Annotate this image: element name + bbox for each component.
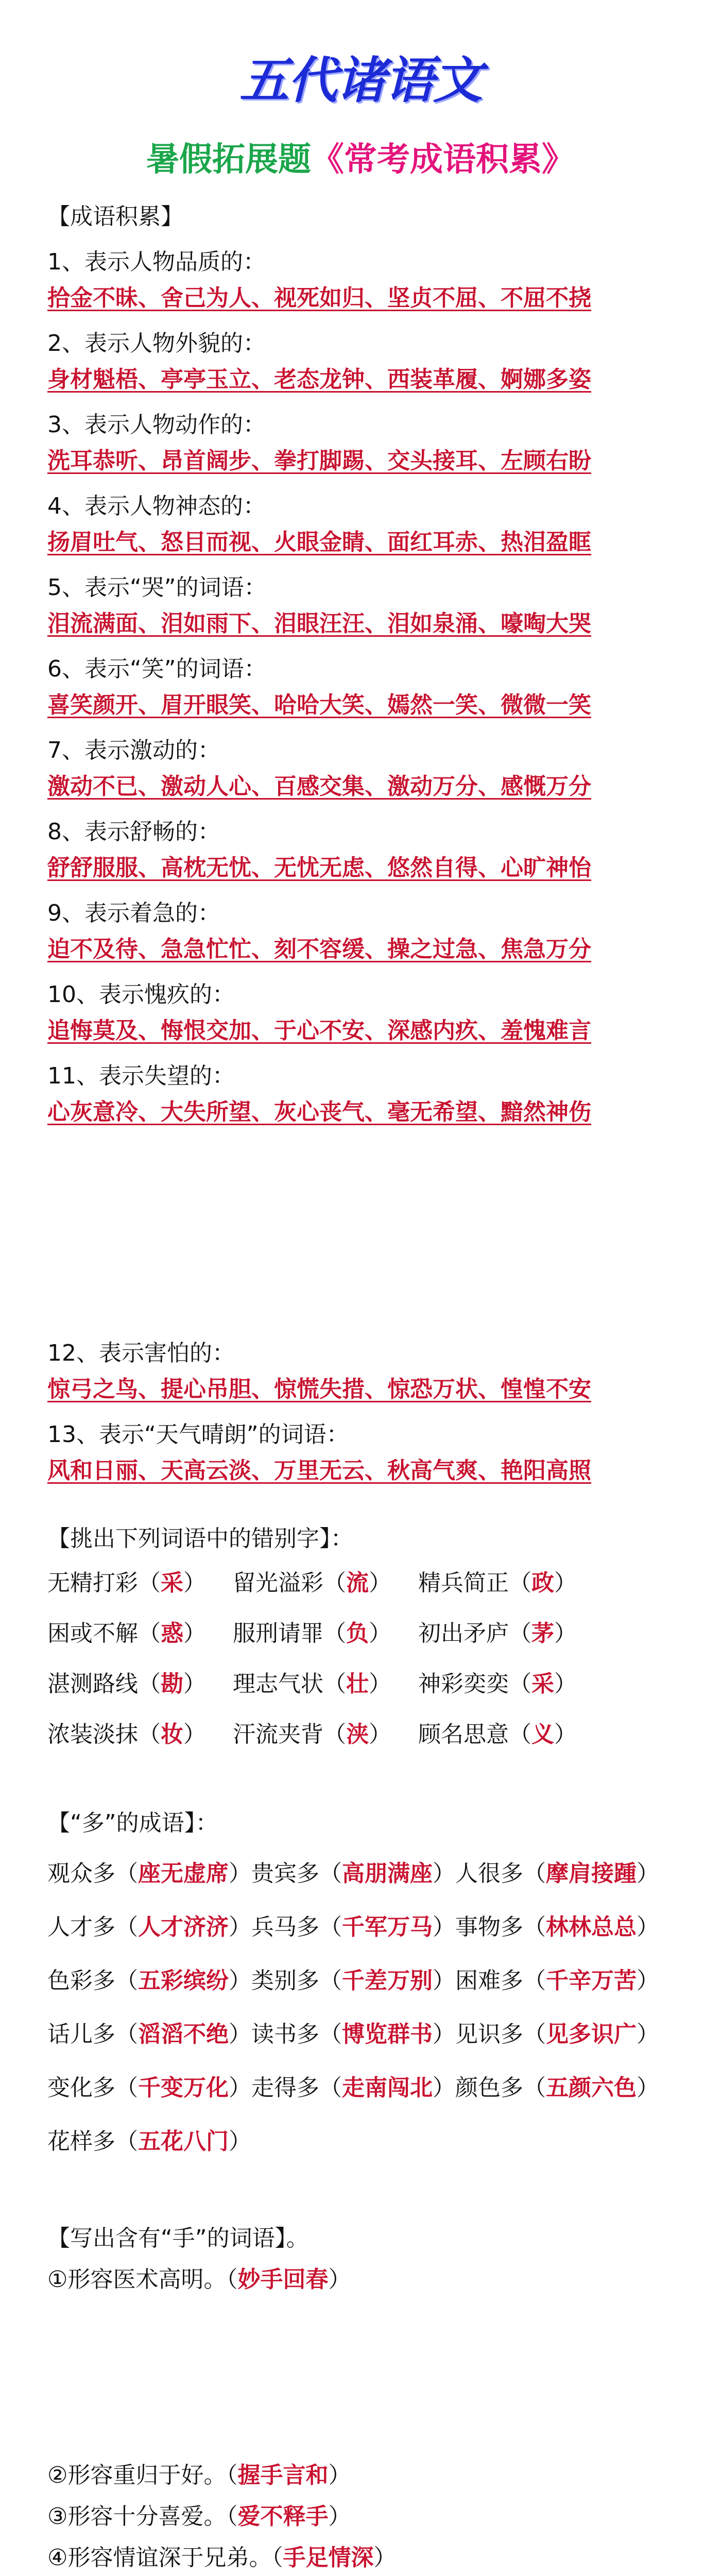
category-question: 13、表示“天气晴朗”的词语： bbox=[47, 1421, 349, 1448]
typo-word: 神彩奕奕 bbox=[418, 1671, 509, 1697]
duo-text: ）困难多（ bbox=[433, 1968, 546, 1994]
typo-word: 汗流夹背 bbox=[233, 1721, 323, 1748]
paren-close: ） bbox=[554, 1721, 577, 1748]
duo-answer: 五彩缤纷 bbox=[138, 1968, 229, 1994]
typo-answer: 采 bbox=[531, 1671, 554, 1697]
paren-open: （ bbox=[509, 1570, 531, 1596]
duo-line bbox=[47, 1855, 681, 1893]
hand-list-2 bbox=[47, 2460, 681, 2574]
typo-heading: 【挑出下列词语中的错别字】： bbox=[47, 1526, 353, 1552]
typo-word: 无精打彩 bbox=[47, 1570, 138, 1596]
duo-answer: 摩肩接踵 bbox=[546, 1860, 637, 1887]
duo-text: ）人很多（ bbox=[433, 1860, 546, 1887]
category-list-2 bbox=[47, 1337, 681, 1487]
duo-text: ）读书多（ bbox=[229, 2021, 342, 2047]
typo-cell bbox=[47, 1719, 233, 1751]
category-answer: 追悔莫及、悔恨交加、于心不安、深感内疚、羞愧难言 bbox=[47, 1018, 591, 1044]
duo-answer: 高朋满座 bbox=[342, 1860, 433, 1887]
duo-answer: 千差万别 bbox=[342, 1968, 433, 1994]
paren-close: ） bbox=[369, 1620, 391, 1647]
duo-answer: 人才济济 bbox=[138, 1914, 229, 1940]
category-answer: 扬眉吐气、怒目而视、火眼金睛、面红耳赤、热泪盈眶 bbox=[47, 529, 591, 555]
category-question: 4、表示人物神态的： bbox=[47, 493, 266, 519]
typo-cell bbox=[233, 1668, 418, 1700]
paren-close: ） bbox=[183, 1721, 206, 1748]
paren-close: ） bbox=[369, 1671, 391, 1697]
duo-text: ）事物多（ bbox=[433, 1914, 546, 1940]
hand-text: ①形容医术高明。（ bbox=[47, 2266, 238, 2293]
duo-answer: 滔滔不绝 bbox=[138, 2021, 229, 2047]
typo-cell bbox=[418, 1567, 604, 1599]
duo-answer: 博览群书 bbox=[342, 2021, 433, 2047]
category-answer: 激动不已、激动人心、百感交集、激动万分、感慨万分 bbox=[47, 773, 591, 800]
paren-open: （ bbox=[138, 1620, 161, 1647]
category-answer: 身材魁梧、亭亭玉立、老态龙钟、西装革履、婀娜多姿 bbox=[47, 366, 591, 393]
typo-cell bbox=[47, 1668, 233, 1700]
typo-answer: 采 bbox=[161, 1570, 183, 1596]
paren-close: ） bbox=[183, 1570, 206, 1596]
title-highlight: 《常考成语积累》 bbox=[311, 141, 575, 179]
category-question: 8、表示舒畅的： bbox=[47, 819, 220, 845]
duo-text: ） bbox=[637, 1914, 659, 1940]
category-answer: 风和日丽、天高云淡、万里无云、秋高气爽、艳阳高照 bbox=[47, 1458, 591, 1484]
typo-answer: 负 bbox=[346, 1620, 369, 1647]
spacer bbox=[47, 2305, 681, 2460]
duo-text: ） bbox=[637, 1860, 659, 1887]
typo-cell bbox=[233, 1719, 418, 1751]
duo-answer: 千军万马 bbox=[342, 1914, 433, 1940]
duo-heading: 【“多”的成语】： bbox=[47, 1810, 218, 1836]
hand-text-end: ） bbox=[328, 2266, 351, 2293]
paren-open: （ bbox=[323, 1570, 346, 1596]
category-question: 1、表示人物品质的： bbox=[47, 249, 266, 275]
typo-answer: 茅 bbox=[531, 1620, 554, 1647]
paren-close: ） bbox=[554, 1671, 577, 1697]
hand-text-end: ） bbox=[328, 2503, 351, 2530]
hand-text: ③形容十分喜爱。（ bbox=[47, 2503, 238, 2530]
typo-cell bbox=[418, 1668, 604, 1700]
category-answer: 迫不及待、急急忙忙、刻不容缓、操之过急、焦急万分 bbox=[47, 936, 591, 962]
paren-open: （ bbox=[323, 1671, 346, 1697]
hand-list-1 bbox=[47, 2264, 681, 2296]
duo-text: 话儿多（ bbox=[47, 2021, 138, 2047]
hand-answer: 爱不释手 bbox=[237, 2503, 329, 2530]
section-heading: 【成语积累】 bbox=[47, 204, 183, 230]
content bbox=[47, 201, 681, 2576]
paren-close: ） bbox=[183, 1671, 206, 1697]
duo-text: 观众多（ bbox=[47, 1860, 138, 1887]
category-question: 9、表示着急的： bbox=[47, 900, 220, 926]
category-answer: 惊弓之鸟、提心吊胆、惊慌失措、惊恐万状、惶惶不安 bbox=[47, 1376, 591, 1402]
category-question: 7、表示激动的： bbox=[47, 737, 220, 764]
hand-line bbox=[47, 2460, 681, 2492]
typo-cell bbox=[418, 1719, 604, 1751]
paren-open: （ bbox=[138, 1570, 161, 1596]
category-question: 5、表示“哭”的词语： bbox=[47, 574, 267, 601]
hand-answer: 手足情深 bbox=[283, 2545, 374, 2571]
category-answer: 心灰意冷、大失所望、灰心丧气、毫无希望、黯然神伤 bbox=[47, 1099, 591, 1125]
category-list bbox=[47, 246, 681, 1128]
duo-answer: 五颜六色 bbox=[546, 2075, 637, 2101]
typo-word: 湛测路线 bbox=[47, 1671, 138, 1697]
typo-word: 服刑请罪 bbox=[233, 1620, 323, 1647]
category-answer: 泪流满面、泪如雨下、泪眼汪汪、泪如泉涌、嚎啕大哭 bbox=[47, 611, 591, 637]
duo-answer: 千变万化 bbox=[138, 2075, 229, 2101]
category-answer: 洗耳恭听、昂首阔步、拳打脚踢、交头接耳、左顾右盼 bbox=[47, 448, 591, 474]
hand-text: ②形容重归于好。（ bbox=[47, 2462, 238, 2488]
category-question: 3、表示人物动作的： bbox=[47, 412, 266, 438]
category-answer: 拾金不昧、舍己为人、视死如归、坚贞不屈、不屈不挠 bbox=[47, 285, 591, 311]
title-prefix: 暑假拓展题 bbox=[146, 141, 311, 179]
category-answer: 舒舒服服、高枕无忧、无忧无虑、悠然自得、心旷神怡 bbox=[47, 855, 591, 881]
hand-line bbox=[47, 2542, 681, 2574]
duo-list bbox=[47, 1855, 681, 2161]
duo-text: 变化多（ bbox=[47, 2075, 138, 2101]
typo-cell bbox=[233, 1567, 418, 1599]
duo-answer: 见多识广 bbox=[546, 2021, 637, 2047]
hand-text: ④形容情谊深于兄弟。（ bbox=[47, 2545, 283, 2571]
category-question: 6、表示“笑”的词语： bbox=[47, 656, 267, 682]
category-question: 12、表示害怕的： bbox=[47, 1340, 235, 1366]
typo-word: 浓装淡抹 bbox=[47, 1721, 138, 1748]
category-question: 10、表示愧疚的： bbox=[47, 981, 235, 1008]
typo-cell bbox=[233, 1618, 418, 1650]
duo-text: ） bbox=[637, 2021, 659, 2047]
typo-answer: 惑 bbox=[161, 1620, 183, 1647]
typo-list bbox=[47, 1567, 681, 1751]
duo-text: ）类别多（ bbox=[229, 1968, 342, 1994]
paren-close: ） bbox=[369, 1570, 391, 1596]
duo-text: 色彩多（ bbox=[47, 1968, 138, 1994]
duo-text: ） bbox=[637, 2075, 659, 2101]
duo-answer: 座无虚席 bbox=[138, 1860, 229, 1887]
page-title bbox=[0, 139, 721, 180]
paren-open: （ bbox=[323, 1721, 346, 1748]
duo-text: ）贵宾多（ bbox=[229, 1860, 342, 1887]
typo-word: 顾名思意 bbox=[418, 1721, 509, 1748]
paren-open: （ bbox=[138, 1671, 161, 1697]
duo-answer: 千辛万苦 bbox=[546, 1968, 637, 1994]
duo-text: ）兵马多（ bbox=[229, 1914, 342, 1940]
hand-text-end: ） bbox=[328, 2462, 351, 2488]
typo-answer: 义 bbox=[531, 1721, 554, 1748]
duo-line bbox=[47, 1962, 681, 2000]
paren-open: （ bbox=[509, 1721, 531, 1748]
duo-line bbox=[47, 1908, 681, 1946]
hand-line bbox=[47, 2264, 681, 2296]
duo-text: 花样多（ bbox=[47, 2128, 138, 2155]
duo-line bbox=[47, 2015, 681, 2054]
duo-answer: 林林总总 bbox=[546, 1914, 637, 1940]
category-question: 2、表示人物外貌的： bbox=[47, 330, 266, 357]
hand-line bbox=[47, 2501, 681, 2533]
hand-heading: 【写出含有“手”的词语】。 bbox=[47, 2225, 309, 2251]
typo-answer: 政 bbox=[531, 1570, 554, 1596]
typo-cell bbox=[47, 1618, 233, 1650]
typo-row bbox=[47, 1567, 681, 1599]
typo-word: 初出矛庐 bbox=[418, 1620, 509, 1647]
paren-open: （ bbox=[509, 1620, 531, 1647]
duo-line bbox=[47, 2069, 681, 2107]
paren-close: ） bbox=[554, 1620, 577, 1647]
hand-text-end: ） bbox=[373, 2545, 397, 2571]
paren-close: ） bbox=[369, 1721, 391, 1748]
duo-answer: 走南闯北 bbox=[342, 2075, 433, 2101]
duo-answer: 五花八门 bbox=[138, 2128, 229, 2155]
paren-close: ） bbox=[554, 1570, 577, 1596]
typo-word: 困或不解 bbox=[47, 1620, 138, 1647]
duo-text: ）颜色多（ bbox=[433, 2075, 546, 2101]
paren-open: （ bbox=[138, 1721, 161, 1748]
spacer bbox=[47, 1128, 681, 1324]
typo-answer: 勘 bbox=[161, 1671, 183, 1697]
typo-word: 理志气状 bbox=[233, 1671, 323, 1697]
typo-answer: 壮 bbox=[346, 1671, 369, 1697]
duo-text: ）走得多（ bbox=[229, 2075, 342, 2101]
typo-answer: 妆 bbox=[161, 1721, 183, 1748]
typo-word: 留光溢彩 bbox=[233, 1570, 323, 1596]
typo-cell bbox=[47, 1567, 233, 1599]
logo: 五代诸语文 bbox=[239, 52, 482, 109]
paren-open: （ bbox=[509, 1671, 531, 1697]
typo-row bbox=[47, 1719, 681, 1751]
typo-word: 精兵简正 bbox=[418, 1570, 509, 1596]
duo-text: 人才多（ bbox=[47, 1914, 138, 1940]
duo-text: ） bbox=[637, 1968, 659, 1994]
typo-row bbox=[47, 1618, 681, 1650]
paren-close: ） bbox=[183, 1620, 206, 1647]
typo-answer: 浃 bbox=[346, 1721, 369, 1748]
typo-cell bbox=[418, 1618, 604, 1650]
category-answer: 喜笑颜开、眉开眼笑、哈哈大笑、嫣然一笑、微微一笑 bbox=[47, 692, 591, 718]
duo-text: ）见识多（ bbox=[433, 2021, 546, 2047]
hand-answer: 妙手回春 bbox=[237, 2266, 329, 2293]
duo-line bbox=[47, 2123, 681, 2161]
category-question: 11、表示失望的： bbox=[47, 1063, 235, 1089]
typo-answer: 流 bbox=[346, 1570, 369, 1596]
duo-text: ） bbox=[229, 2128, 251, 2155]
hand-answer: 握手言和 bbox=[237, 2462, 329, 2488]
typo-row bbox=[47, 1668, 681, 1700]
paren-open: （ bbox=[323, 1620, 346, 1647]
